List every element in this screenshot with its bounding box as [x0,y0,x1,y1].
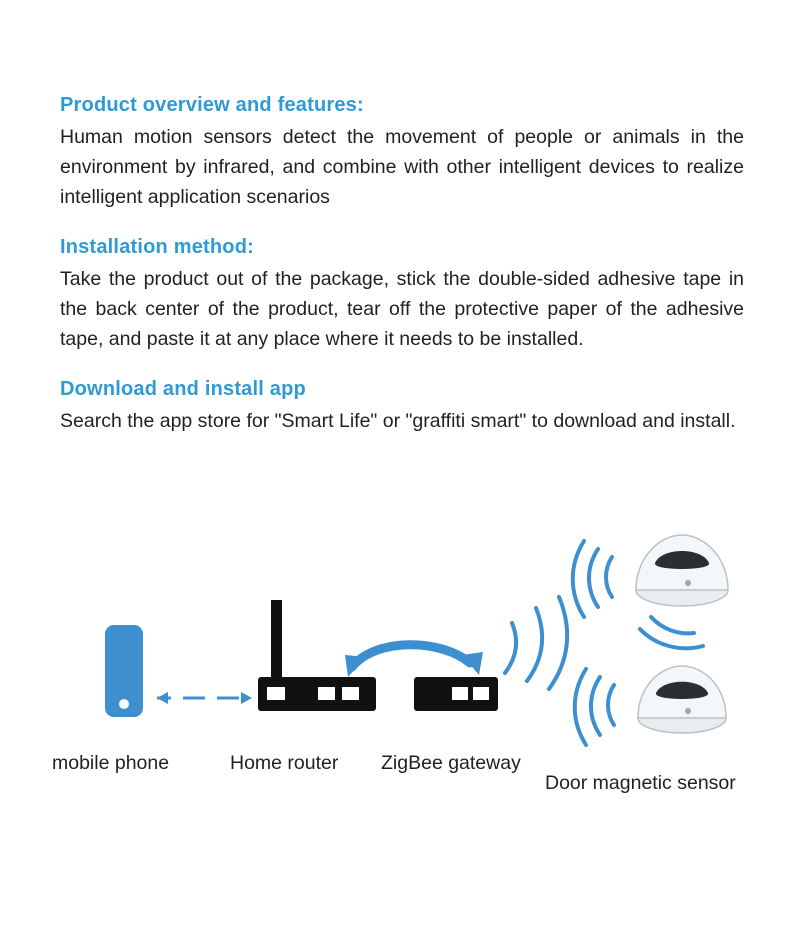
section-heading: Installation method: [60,236,254,258]
label-zigbee-gateway: ZigBee gateway [381,752,521,774]
document-content [60,92,744,462]
section-download-app [60,376,744,436]
label-home-router: Home router [230,752,339,774]
section-installation-method [60,234,744,354]
section-heading: Product overview and features: [60,94,364,116]
section-body: Take the product out of the package, stick the double-sided adhesive tape in the back center of the product, tear off the protective paper of the adhesive tape, and paste it at any place where it needs to be installed. [60,268,744,350]
section-body: Human motion sensors detect the movement of people or animals in the environment by infrared, and combine with other intelligent devices to realize intelligent application scenarios [60,126,744,208]
section-body: Search the app store for "Smart Life" or "graffiti smart" to download and install. [60,410,736,432]
diagram-labels [0,505,800,815]
network-topology-diagram [0,505,800,815]
section-heading: Download and install app [60,378,306,400]
label-door-magnetic-sensor: Door magnetic sensor [545,772,736,794]
label-mobile-phone: mobile phone [52,752,170,774]
section-product-overview [60,92,744,212]
